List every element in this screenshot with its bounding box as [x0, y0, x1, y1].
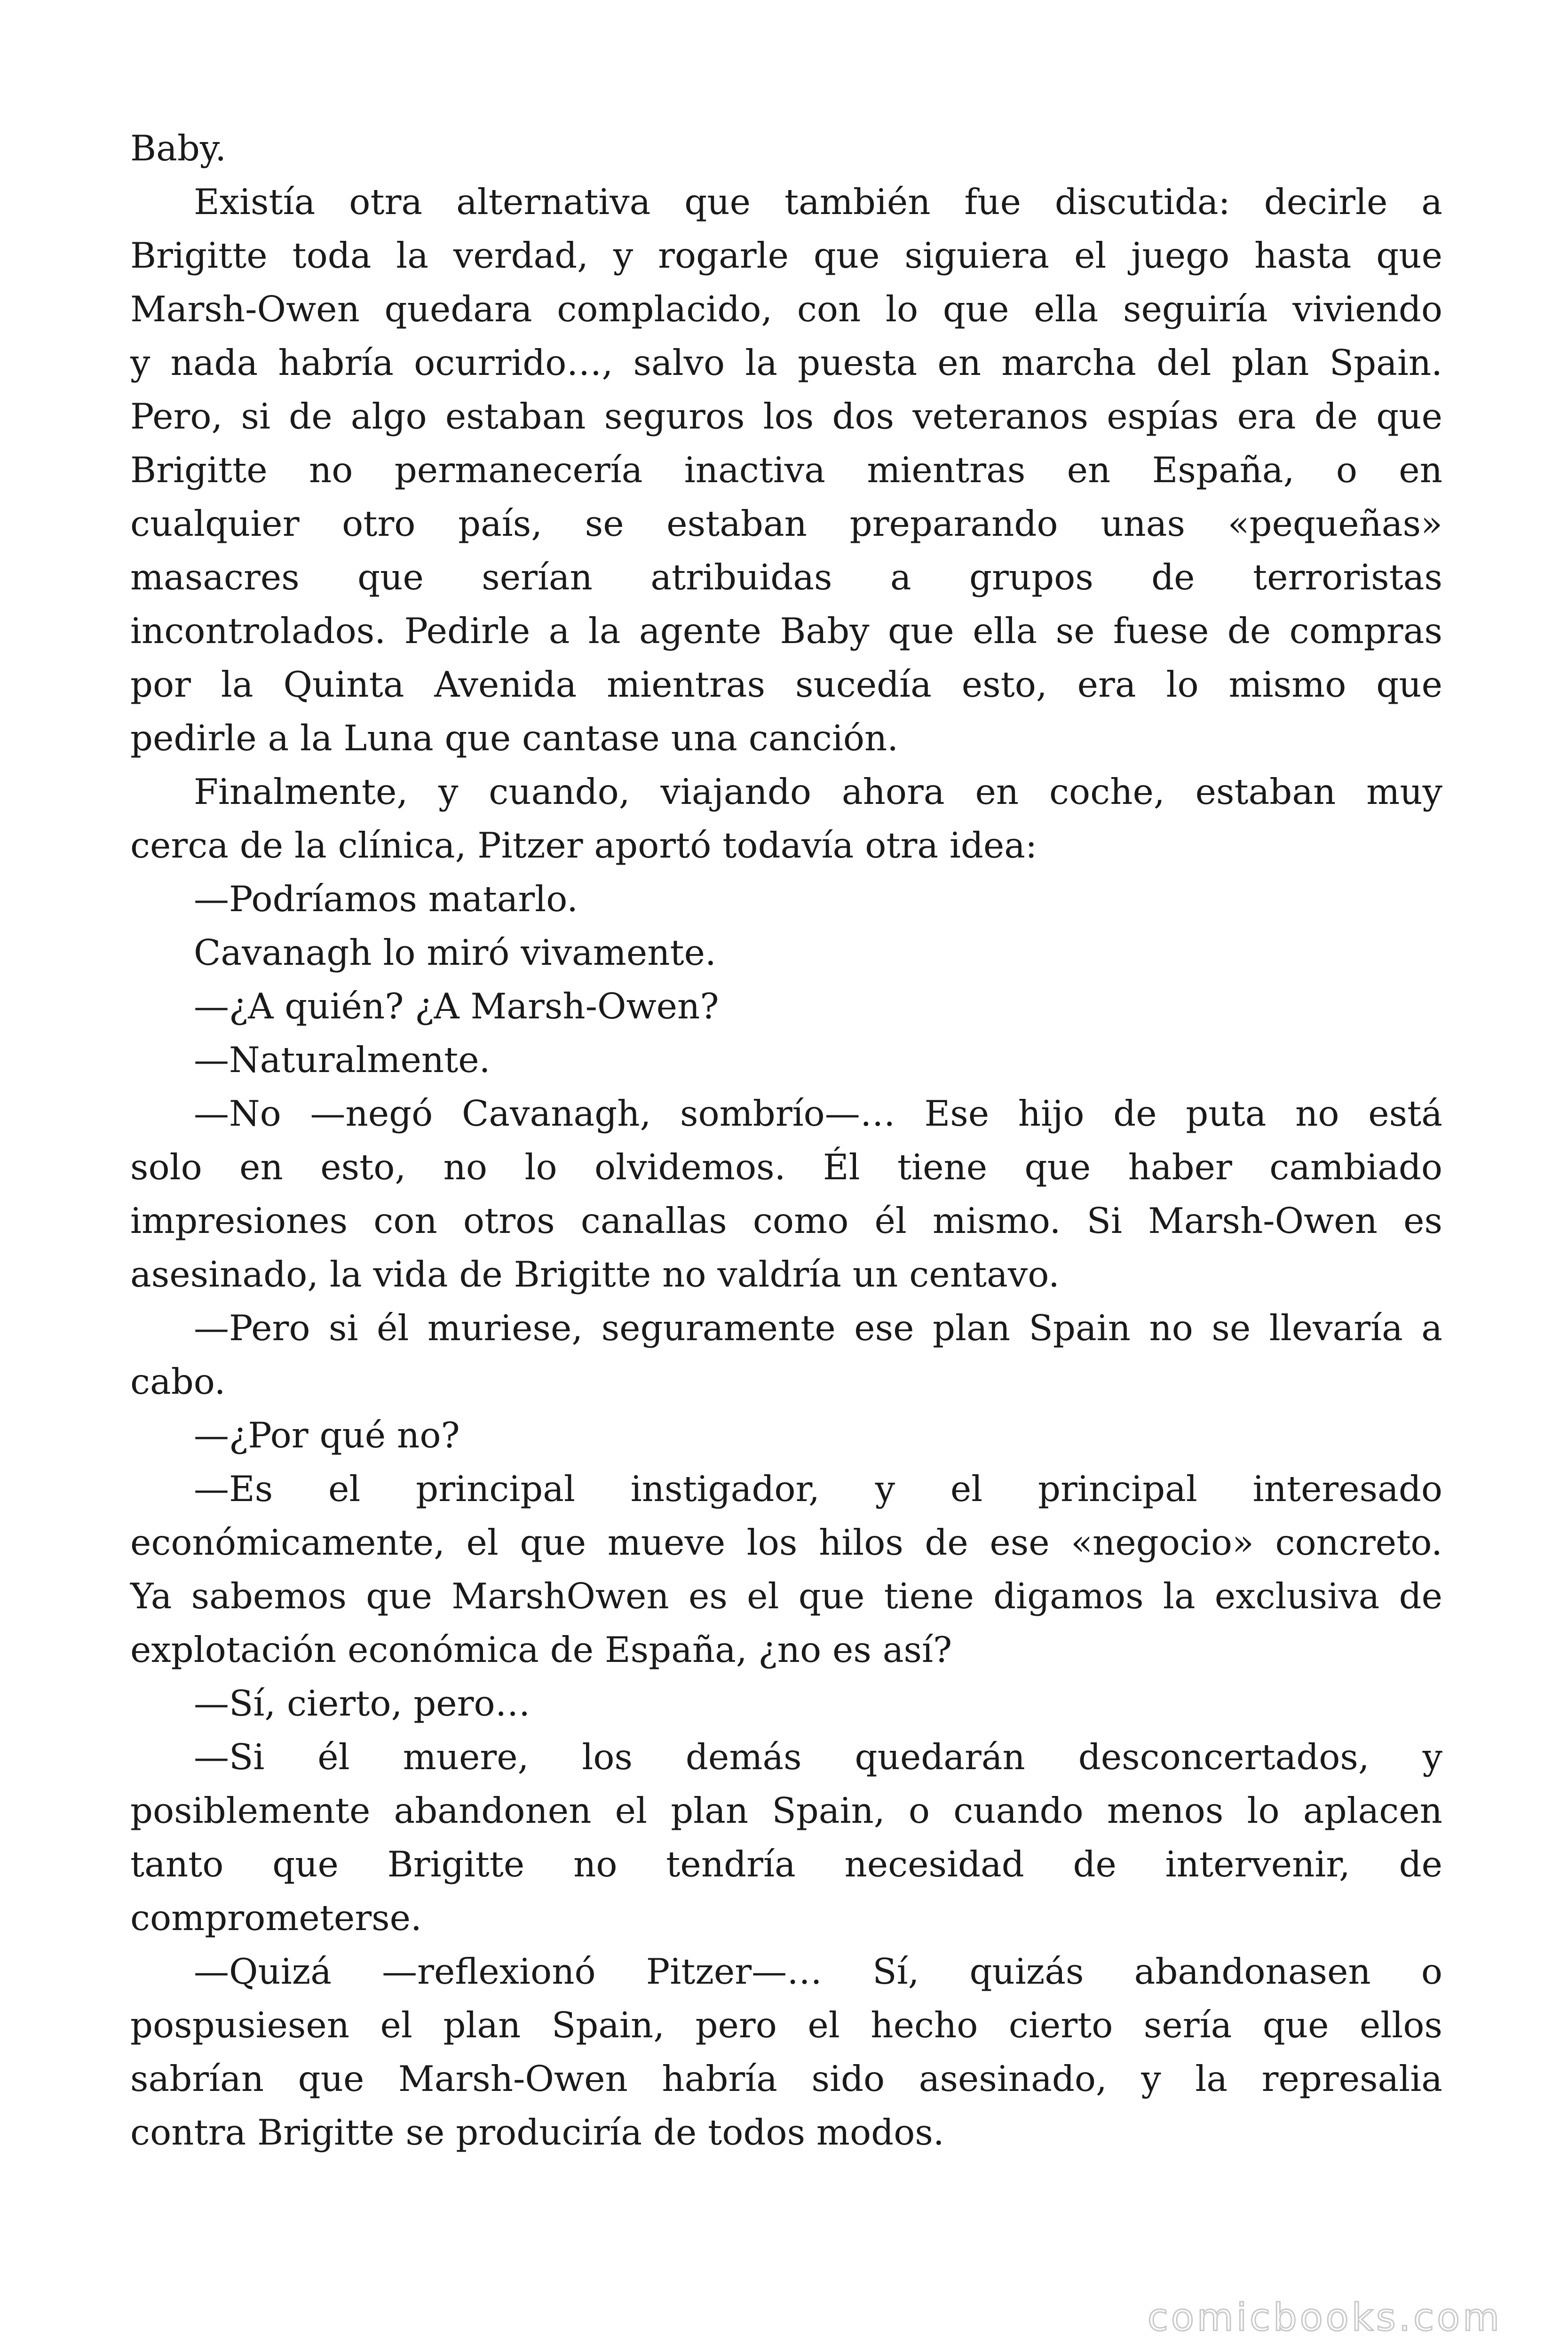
text-line: contra Brigitte se produciría de todos modos. [130, 2112, 944, 2153]
text-line: Brigitte toda la verdad, y rogarle que siguiera el juego hasta que [130, 235, 1442, 276]
site-watermark: comicbooks.com [1147, 2296, 1502, 2339]
text-line: comprometerse. [130, 1897, 422, 1939]
text-line: económicamente, el que mueve los hilos de ese «negocio» concreto. [130, 1522, 1442, 1563]
text-line: Marsh-Owen quedara complacido, con lo que ella seguiría viviendo [130, 288, 1442, 330]
text-line: impresiones con otros canallas como él mismo. Si Marsh-Owen es [130, 1200, 1442, 1241]
text-line: Existía otra alternativa que también fue discutida: decirle a [194, 181, 1442, 222]
book-page-text [130, 121, 1442, 2159]
text-line: —Pero si él muriese, seguramente ese plan Spain no se llevaría a [194, 1307, 1442, 1349]
text-line: pedirle a la Luna que cantase una canción. [130, 717, 899, 759]
text-line: y nada habría ocurrido…, salvo la puesta en marcha del plan Spain. [130, 342, 1442, 383]
text-line: —Podríamos matarlo. [194, 878, 578, 920]
text-line: —¿A quién? ¿A Marsh-Owen? [194, 985, 719, 1027]
text-line: posiblemente abandonen el plan Spain, o cuando menos lo aplacen [130, 1790, 1442, 1831]
text-line: —Es el principal instigador, y el principal interesado [194, 1468, 1442, 1510]
text-line: Finalmente, y cuando, viajando ahora en coche, estaban muy [194, 771, 1442, 812]
text-line: cualquier otro país, se estaban preparando unas «pequeñas» [130, 503, 1442, 544]
text-line: Baby. [130, 127, 227, 169]
text-line: por la Quinta Avenida mientras sucedía esto, era lo mismo que [130, 664, 1442, 705]
text-line: masacres que serían atribuidas a grupos de terroristas [130, 556, 1442, 598]
text-line: —Si él muere, los demás quedarán desconcertados, y [194, 1736, 1442, 1778]
text-line: solo en esto, no lo olvidemos. Él tiene que haber cambiado [130, 1146, 1442, 1188]
text-line: Pero, si de algo estaban seguros los dos veteranos espías era de que [130, 396, 1442, 437]
text-line: —¿Por qué no? [194, 1414, 460, 1456]
text-line: cerca de la clínica, Pitzer aportó todavía otra idea: [130, 825, 1037, 866]
text-line: Cavanagh lo miró vivamente. [194, 932, 716, 973]
text-line: cabo. [130, 1361, 226, 1402]
text-line: Brigitte no permanecería inactiva mientras en España, o en [130, 449, 1442, 491]
text-line: —Naturalmente. [194, 1039, 491, 1081]
text-line: —Sí, cierto, pero… [194, 1683, 531, 1724]
text-line: incontrolados. Pedirle a la agente Baby que ella se fuese de compras [130, 610, 1442, 652]
text-line: Ya sabemos que MarshOwen es el que tiene digamos la exclusiva de [130, 1575, 1442, 1617]
text-line: tanto que Brigitte no tendría necesidad de intervenir, de [130, 1843, 1442, 1885]
text-line: —No —negó Cavanagh, sombrío—… Ese hijo de puta no está [194, 1093, 1442, 1134]
text-line: sabrían que Marsh-Owen habría sido asesinado, y la represalia [130, 2058, 1442, 2099]
text-line: asesinado, la vida de Brigitte no valdría un centavo. [130, 1254, 1060, 1295]
text-line: —Quizá —reflexionó Pitzer—… Sí, quizás abandonasen o [194, 1951, 1442, 1992]
text-line: pospusiesen el plan Spain, pero el hecho cierto sería que ellos [130, 2004, 1442, 2046]
text-line: explotación económica de España, ¿no es así? [130, 1629, 952, 1670]
